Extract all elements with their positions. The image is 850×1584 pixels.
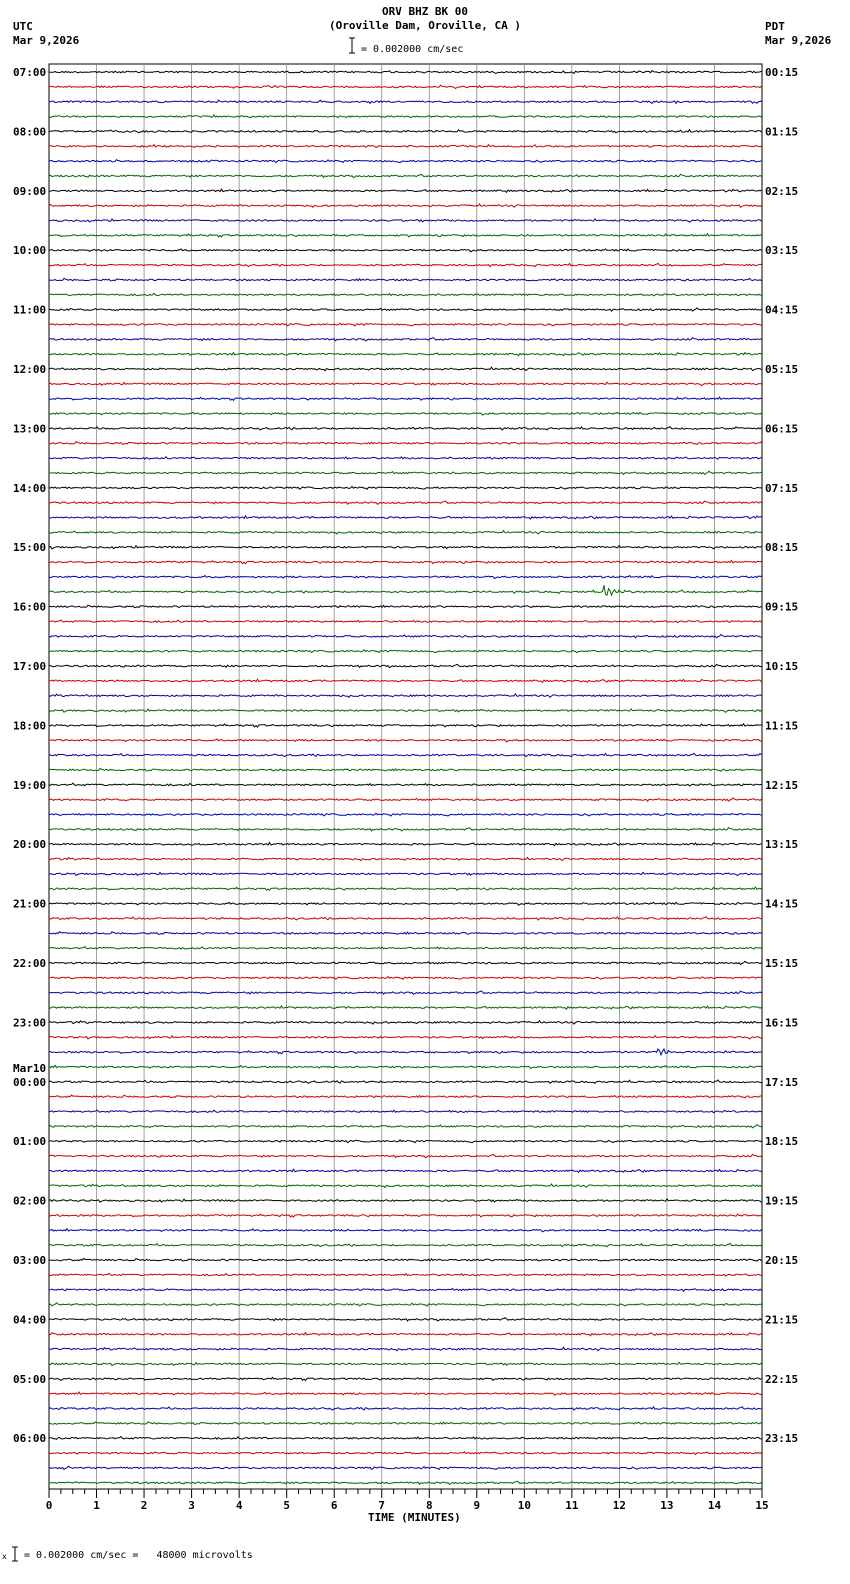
left-hour-label: 18:00 — [13, 719, 47, 733]
seismic-trace — [49, 1377, 762, 1380]
seismic-trace — [49, 501, 762, 504]
left-hour-label: 02:00 — [13, 1194, 47, 1208]
left-hour-label: 17:00 — [13, 660, 47, 673]
seismic-trace — [49, 457, 762, 460]
seismic-trace — [49, 130, 762, 133]
x-tick-label: 4 — [235, 1499, 243, 1512]
right-hour-label: 08:15 — [765, 541, 799, 555]
seismic-trace — [49, 546, 762, 549]
seismic-trace — [49, 783, 762, 786]
seismic-trace — [49, 412, 762, 415]
seismic-trace — [49, 1258, 762, 1261]
seismic-trace — [49, 1140, 762, 1143]
seismic-trace — [49, 234, 762, 237]
seismic-trace — [49, 308, 762, 311]
seismic-trace — [49, 1110, 762, 1113]
right-hour-label: 12:15 — [765, 778, 799, 792]
seismic-trace — [49, 397, 762, 400]
right-hour-label: 00:15 — [765, 66, 799, 79]
x-tick-label: 3 — [188, 1499, 195, 1512]
seismic-trace — [49, 293, 762, 296]
seismic-trace — [49, 487, 762, 490]
seismic-trace — [49, 828, 762, 831]
x-tick-label: 0 — [45, 1499, 53, 1512]
seismic-trace — [49, 1466, 762, 1469]
seismic-trace — [49, 872, 762, 875]
left-hour-label: 15:00 — [13, 541, 47, 555]
x-tick-label: 5 — [283, 1499, 290, 1512]
seismic-trace — [49, 145, 762, 148]
footer-scale-icon — [2, 1545, 22, 1563]
seismic-trace — [49, 1169, 762, 1172]
chart-title: ORV BHZ BK 00 — [381, 5, 469, 18]
right-hour-label: 18:15 — [765, 1135, 799, 1149]
seismic-trace — [49, 620, 762, 623]
seismic-trace — [49, 947, 762, 950]
seismic-trace — [49, 576, 762, 579]
seismic-trace — [49, 813, 762, 816]
right-hour-label: 02:15 — [765, 184, 799, 198]
right-hour-label: 01:15 — [765, 125, 799, 139]
footer-scale-label: = 0.002000 cm/sec = 48000 microvolts — [24, 1550, 253, 1561]
seismic-trace — [49, 1199, 762, 1202]
right-hour-label: 19:15 — [765, 1194, 799, 1208]
left-hour-label: 21:00 — [13, 897, 47, 911]
seismic-trace — [49, 71, 762, 74]
seismic-trace — [49, 1184, 762, 1187]
x-tick-label: 12 — [612, 1499, 627, 1512]
seismic-trace — [49, 263, 762, 266]
x-tick-label: 1 — [93, 1499, 100, 1512]
seismic-trace — [49, 367, 762, 371]
seismic-trace — [49, 724, 762, 727]
seismic-trace — [49, 961, 762, 964]
x-tick-label: 14 — [707, 1499, 722, 1512]
scale-label: = 0.002000 cm/sec — [361, 44, 464, 55]
seismic-trace — [49, 739, 762, 742]
seismic-trace — [49, 1036, 762, 1039]
left-hour-label: 23:00 — [13, 1016, 47, 1030]
seismic-trace — [49, 1422, 762, 1425]
right-hour-label: 09:15 — [765, 600, 799, 614]
seismic-trace — [49, 249, 762, 252]
seismic-trace — [49, 323, 762, 326]
seismic-trace — [49, 100, 762, 103]
left-hour-label: 19:00 — [13, 778, 47, 792]
seismic-trace — [49, 189, 762, 192]
left-hour-label: 11:00 — [13, 303, 47, 317]
seismic-trace — [49, 1243, 762, 1246]
seismic-trace — [49, 1333, 762, 1336]
plot-frame — [49, 64, 762, 1489]
left-hour-label: 01:00 — [13, 1135, 47, 1149]
chart-subtitle: (Oroville Dam, Oroville, CA ) — [328, 19, 522, 32]
left-hour-label: 00:00 — [13, 1075, 47, 1089]
seismic-trace — [49, 160, 762, 163]
left-hour-label: 04:00 — [13, 1313, 47, 1327]
seismic-trace — [49, 560, 762, 563]
seismic-trace — [49, 1347, 762, 1351]
seismic-trace — [49, 1288, 762, 1291]
seismic-trace — [49, 1080, 762, 1083]
seismic-trace — [49, 709, 762, 712]
seismic-trace — [49, 174, 762, 177]
left-zone-label: UTC — [13, 20, 33, 33]
seismic-trace — [49, 857, 762, 860]
seismic-trace — [49, 887, 762, 890]
seismic-trace — [49, 1229, 762, 1232]
seismic-trace — [49, 664, 762, 667]
seismic-trace — [49, 115, 762, 117]
right-hour-label: 04:15 — [765, 303, 799, 317]
seismic-trace — [49, 843, 762, 846]
x-tick-label: 9 — [473, 1499, 481, 1512]
right-hour-label: 17:15 — [765, 1075, 799, 1089]
seismic-trace — [49, 278, 762, 281]
right-hour-label: 21:15 — [765, 1313, 799, 1327]
seismic-trace — [49, 338, 762, 341]
x-tick-label: 11 — [565, 1499, 579, 1512]
right-hour-label: 11:15 — [765, 719, 799, 733]
right-zone-label: PDT — [765, 20, 785, 33]
seismic-trace — [49, 1006, 762, 1009]
left-hour-label: 03:00 — [13, 1254, 47, 1267]
x-tick-label: 10 — [517, 1499, 531, 1512]
right-hour-label: 06:15 — [765, 422, 799, 436]
seismic-trace — [49, 516, 762, 519]
x-tick-label: 8 — [425, 1499, 433, 1512]
left-hour-label: 16:00 — [13, 600, 47, 614]
seismic-trace — [49, 1481, 762, 1484]
seismic-trace — [49, 1273, 762, 1276]
seismic-trace — [49, 442, 762, 445]
seismic-trace — [49, 1303, 762, 1306]
right-hour-label: 22:15 — [765, 1372, 799, 1386]
left-hour-label: 06:00 — [13, 1432, 47, 1446]
left-hour-label: 20:00 — [13, 838, 47, 852]
x-tick-label: 15 — [755, 1499, 769, 1512]
seismic-trace — [49, 85, 762, 89]
seismic-trace — [49, 531, 762, 534]
seismic-trace — [49, 1021, 762, 1025]
left-hour-label: 12:00 — [13, 363, 47, 376]
seismic-trace — [49, 1318, 762, 1321]
seismic-trace — [49, 1214, 762, 1217]
right-hour-label: 15:15 — [765, 957, 799, 970]
svg-text:x: x — [2, 1552, 7, 1561]
right-hour-label: 14:15 — [765, 897, 799, 911]
seismic-trace — [49, 585, 762, 595]
seismic-trace — [49, 917, 762, 920]
x-tick-label: 7 — [378, 1499, 386, 1512]
left-hour-label: 13:00 — [13, 422, 47, 436]
right-hour-label: 07:15 — [765, 481, 799, 495]
seismic-trace — [49, 1437, 762, 1440]
seismic-trace — [49, 753, 762, 756]
seismic-trace — [49, 427, 762, 430]
left-hour-label: 05:00 — [13, 1372, 47, 1386]
right-hour-label: 13:15 — [765, 838, 799, 852]
date-change-label: Mar10 — [13, 1061, 47, 1075]
seismic-trace — [49, 471, 762, 474]
right-hour-label: 20:15 — [765, 1254, 799, 1267]
seismic-trace — [49, 1452, 762, 1455]
seismic-trace — [49, 204, 762, 207]
seismic-trace — [49, 382, 762, 385]
left-hour-label: 14:00 — [13, 481, 47, 495]
right-hour-label: 03:15 — [765, 244, 799, 258]
seismic-trace — [49, 902, 762, 905]
seismic-trace — [49, 1125, 762, 1128]
x-tick-label: 6 — [330, 1499, 338, 1512]
x-tick-label: 2 — [140, 1499, 148, 1512]
seismic-trace — [49, 694, 762, 698]
seismic-trace — [49, 605, 762, 608]
left-hour-label: 07:00 — [13, 66, 47, 79]
seismic-trace — [49, 1362, 762, 1365]
seismic-trace — [49, 932, 762, 935]
seismic-trace — [49, 650, 762, 653]
seismic-trace — [49, 1407, 762, 1410]
right-hour-label: 23:15 — [765, 1432, 799, 1446]
seismic-trace — [49, 1095, 762, 1098]
seismic-trace — [49, 1392, 762, 1395]
seismic-trace — [49, 1049, 762, 1055]
seismic-trace — [49, 977, 762, 980]
seismic-trace — [49, 991, 762, 994]
left-hour-label: 22:00 — [13, 957, 47, 970]
left-hour-label: 08:00 — [13, 125, 47, 139]
left-date-label: Mar 9,2026 — [13, 34, 80, 47]
left-hour-label: 10:00 — [13, 244, 47, 258]
seismic-trace — [49, 353, 762, 356]
seismic-trace — [49, 219, 762, 222]
seismic-trace — [49, 679, 762, 682]
left-hour-label: 09:00 — [13, 184, 47, 198]
seismic-trace — [49, 768, 762, 771]
seismic-trace — [49, 635, 762, 638]
seismic-trace — [49, 1065, 762, 1068]
right-hour-label: 16:15 — [765, 1016, 799, 1030]
seismic-trace — [49, 1154, 762, 1157]
xaxis-label: TIME (MINUTES) — [368, 1511, 461, 1524]
x-tick-label: 13 — [660, 1499, 674, 1512]
right-date-label: Mar 9,2026 — [765, 34, 832, 47]
right-hour-label: 05:15 — [765, 363, 799, 376]
right-hour-label: 10:15 — [765, 660, 799, 673]
seismic-trace — [49, 798, 762, 801]
